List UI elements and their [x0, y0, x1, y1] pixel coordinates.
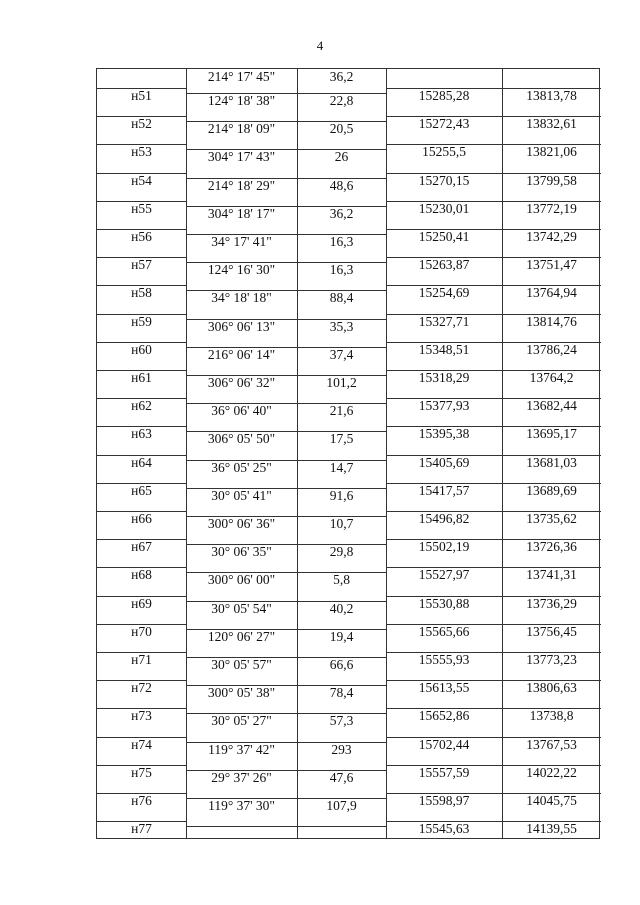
coord-y: 13681,03	[526, 454, 577, 470]
segment-length: 101,2	[326, 375, 357, 390]
segment-angle: 120° 06' 27"	[207, 628, 276, 644]
coord-y: 13799,58	[526, 172, 577, 188]
coord-y: 13773,23	[526, 652, 577, 667]
segment-length: 293	[331, 741, 352, 757]
coord-y: 13814,76	[526, 313, 577, 329]
segment-length: 35,3	[329, 318, 354, 334]
coord-x: 15405,69	[418, 454, 470, 470]
segment-length: 21,6	[329, 403, 354, 419]
segment-angle: 36° 06' 40"	[211, 403, 272, 419]
segment-length: 22,8	[329, 93, 354, 108]
point-name: н69	[131, 595, 152, 611]
segment-length: 40,2	[329, 600, 354, 616]
segment-angle: 124° 16' 30"	[207, 262, 276, 278]
coord-y: 13813,78	[526, 88, 577, 103]
segment-length: 37,4	[329, 346, 354, 362]
coord-y: 13751,47	[526, 257, 577, 273]
point-name: н61	[131, 370, 152, 385]
point-name: н53	[131, 144, 152, 160]
segment-length: 48,6	[329, 177, 354, 193]
coord-x: 15545,63	[418, 821, 470, 837]
point-name: н70	[131, 623, 152, 639]
segment-angle: 30° 05' 54"	[211, 600, 272, 616]
point-name: н59	[131, 313, 152, 329]
segment-angle: 300° 06' 36"	[207, 516, 276, 531]
coord-x: 15348,51	[418, 341, 470, 357]
coord-y: 13689,69	[526, 482, 577, 498]
segment-angle: 119° 37' 30"	[208, 798, 275, 813]
coord-x: 15555,93	[418, 652, 470, 667]
segment-angle: 36° 05' 25"	[211, 459, 272, 475]
coord-x: 15327,71	[418, 313, 470, 329]
coord-y: 14022,22	[526, 764, 577, 780]
segment-length: 57,3	[329, 713, 354, 729]
coord-x: 15496,82	[418, 511, 470, 526]
coord-y: 14139,55	[526, 821, 577, 837]
segment-length: 20,5	[329, 121, 354, 137]
segment-length: 10,7	[329, 516, 354, 531]
coord-y: 13735,62	[526, 511, 577, 526]
segment-length: 36,2	[329, 69, 354, 84]
coord-x: 15255,5	[422, 144, 466, 160]
segment-angle: 306° 06' 32"	[207, 375, 276, 390]
segment-length: 66,6	[329, 657, 354, 672]
coord-y: 13772,19	[526, 200, 577, 216]
segment-length: 16,3	[329, 262, 354, 278]
segment-length: 14,7	[329, 459, 354, 475]
segment-angle: 304° 18' 17"	[207, 205, 276, 221]
point-name: н64	[131, 454, 152, 470]
point-name: н54	[131, 172, 152, 188]
segment-angle: 30° 06' 35"	[211, 544, 272, 560]
point-name: н76	[131, 793, 152, 808]
coord-y: 13786,24	[526, 341, 577, 357]
coord-x: 15530,88	[418, 595, 470, 611]
coord-y: 13806,63	[526, 680, 577, 696]
segment-angle: 124° 18' 38"	[207, 93, 276, 108]
point-name: н65	[131, 482, 152, 498]
segment-angle: 34° 17' 41"	[211, 234, 272, 249]
coord-x: 15250,41	[418, 229, 470, 244]
coord-y: 13741,31	[526, 567, 577, 583]
coord-x: 15263,87	[418, 257, 470, 273]
point-name: н72	[131, 680, 152, 696]
segment-length: 47,6	[329, 769, 354, 785]
point-name: н75	[131, 764, 152, 780]
segment-length: 16,3	[329, 234, 354, 249]
coord-x: 15565,66	[418, 623, 470, 639]
segment-length: 88,4	[329, 290, 354, 306]
segment-angle: 306° 05' 50"	[207, 431, 276, 447]
coord-x: 15598,97	[418, 793, 470, 808]
segment-length: 36,2	[329, 205, 354, 221]
coord-y: 13821,06	[526, 144, 577, 160]
coord-y: 13738,8	[529, 708, 574, 724]
coord-y: 13736,29	[526, 595, 577, 611]
segment-angle: 300° 06' 00"	[207, 572, 276, 588]
coord-x: 15417,57	[418, 482, 470, 498]
coord-y: 14045,75	[526, 793, 577, 808]
point-name: н60	[131, 341, 152, 357]
coord-x: 15502,19	[418, 539, 470, 555]
point-name: н63	[131, 426, 152, 442]
point-name: н62	[131, 398, 152, 414]
coord-y: 13832,61	[526, 116, 577, 132]
point-name: н66	[131, 511, 152, 526]
segment-angle: 300° 05' 38"	[207, 685, 276, 701]
coord-x: 15395,38	[418, 426, 470, 442]
segment-angle: 214° 18' 29"	[207, 177, 276, 193]
coord-x: 15377,93	[418, 398, 470, 414]
coord-x: 15285,28	[418, 88, 470, 103]
coord-y: 13767,53	[526, 736, 577, 752]
point-name: н58	[131, 285, 152, 301]
segment-length: 26	[334, 149, 349, 165]
coord-x: 15557,59	[418, 764, 470, 780]
coord-x: 15230,01	[418, 200, 470, 216]
point-name: н55	[131, 200, 152, 216]
segment-angle: 304° 17' 43"	[207, 149, 276, 165]
segment-angle: 30° 05' 57"	[211, 657, 272, 672]
row-divider	[186, 826, 386, 827]
coord-y: 13695,17	[526, 426, 577, 442]
segment-angle: 306° 06' 13"	[207, 318, 276, 334]
point-name: н74	[131, 736, 152, 752]
point-name: н56	[131, 229, 152, 244]
coord-y: 13682,44	[526, 398, 577, 414]
segment-length: 17,5	[329, 431, 354, 447]
segment-angle: 214° 18' 09"	[207, 121, 276, 137]
coord-x: 15652,86	[418, 708, 470, 724]
segment-angle: 119° 37' 42"	[208, 741, 275, 757]
coord-y: 13726,36	[526, 539, 577, 555]
coord-x: 15254,69	[418, 285, 470, 301]
coord-x: 15702,44	[418, 736, 470, 752]
segment-length: 78,4	[329, 685, 354, 701]
segment-angle: 34° 18' 18"	[211, 290, 272, 306]
coord-y: 13742,29	[526, 229, 577, 244]
page-number: 4	[316, 38, 324, 53]
segment-angle: 29° 37' 26"	[211, 769, 272, 785]
coord-y: 13756,45	[526, 623, 577, 639]
point-name: н77	[131, 821, 152, 837]
segment-angle: 30° 05' 27"	[211, 713, 272, 729]
point-name: н68	[131, 567, 152, 583]
segment-length: 107,9	[326, 798, 357, 813]
coord-x: 15270,15	[418, 172, 470, 188]
segment-length: 19,4	[329, 628, 354, 644]
point-name: н52	[131, 116, 152, 132]
segment-length: 5,8	[333, 572, 350, 588]
coord-x: 15318,29	[418, 370, 470, 385]
coord-y: 13764,94	[526, 285, 577, 301]
coord-x: 15613,55	[418, 680, 470, 696]
segment-length: 91,6	[329, 487, 354, 503]
point-name: н51	[131, 88, 152, 103]
point-name: н57	[131, 257, 152, 273]
coord-x: 15527,97	[418, 567, 470, 583]
segment-angle: 30° 05' 41"	[211, 487, 272, 503]
coordinates-table	[96, 68, 600, 839]
segment-angle: 214° 17' 45"	[207, 69, 276, 84]
segment-angle: 216° 06' 14"	[207, 346, 276, 362]
point-name: н73	[131, 708, 152, 724]
coord-x: 15272,43	[418, 116, 470, 132]
segment-length: 29,8	[329, 544, 354, 560]
point-name: н67	[131, 539, 152, 555]
point-name: н71	[131, 652, 152, 667]
coord-y: 13764,2	[529, 370, 574, 385]
